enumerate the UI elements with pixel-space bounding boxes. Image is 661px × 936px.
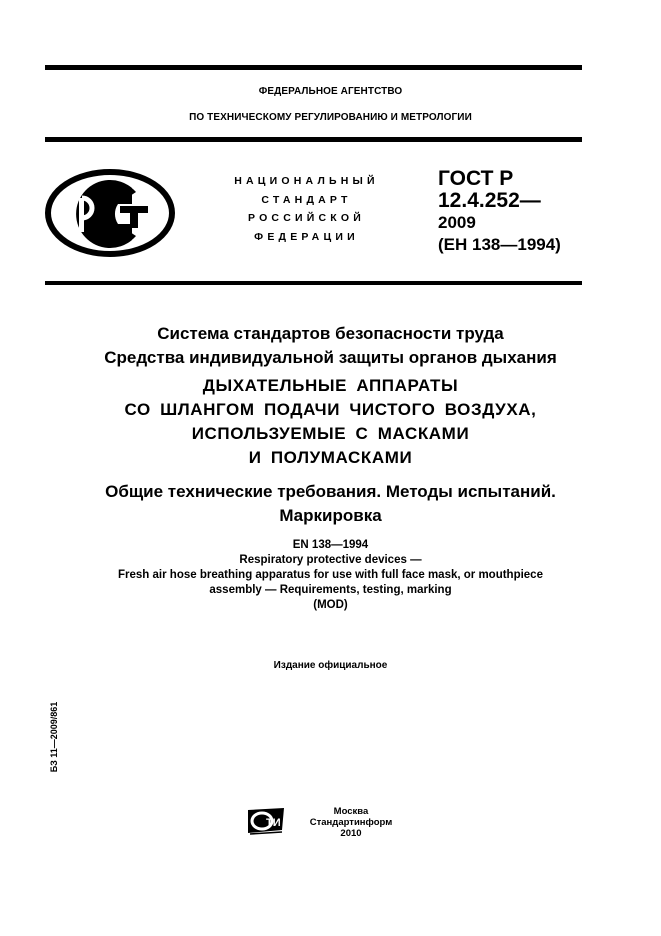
svg-text:ТИ: ТИ bbox=[266, 817, 281, 829]
top-rule bbox=[45, 65, 582, 70]
header-bottom-rule bbox=[45, 281, 582, 285]
publisher-name: Стандартинформ bbox=[309, 817, 393, 828]
title-main-line-1: ДЫХАТЕЛЬНЫЕ АППАРАТЫ bbox=[202, 376, 459, 395]
title-main-line-3: ИСПОЛЬЗУЕМЫЕ С МАСКАМИ bbox=[191, 424, 470, 443]
gost-r-emblem-icon bbox=[44, 168, 176, 258]
designation-line-1: ГОСТ Р bbox=[438, 167, 514, 190]
en-line-1: EN 138—1994 bbox=[292, 539, 369, 551]
side-code bbox=[47, 694, 61, 780]
agency-bottom-rule bbox=[45, 137, 582, 142]
national-standard-label bbox=[214, 172, 399, 246]
national-line-4: ФЕДЕРАЦИИ bbox=[254, 230, 359, 243]
publisher-city: Москва bbox=[333, 806, 369, 817]
agency-line-1: ФЕДЕРАЛЬНОЕ АГЕНТСТВО bbox=[258, 86, 403, 97]
designation-line-4: (ЕН 138—1994) bbox=[438, 235, 561, 254]
standard-designation bbox=[438, 168, 561, 256]
title-system: Система стандартов безопасности труда bbox=[157, 324, 504, 343]
standartinform-logo-icon bbox=[246, 806, 288, 838]
title-subsystem: Средства индивидуальной защиты органов дыхания bbox=[104, 348, 557, 367]
publisher-info bbox=[296, 806, 406, 839]
national-line-3: РОССИЙСКОЙ bbox=[248, 212, 365, 224]
designation-line-2: 12.4.252— bbox=[438, 189, 541, 212]
en-line-5: (MOD) bbox=[313, 599, 348, 611]
side-code-text: БЗ 11—2009/861 bbox=[49, 701, 59, 773]
title-subtitle-line-2: Маркировка bbox=[279, 506, 382, 525]
en-line-4: assembly — Requirements, testing, marking bbox=[209, 584, 452, 596]
national-line-2: СТАНДАРТ bbox=[261, 193, 352, 206]
official-edition: Издание официальное bbox=[273, 660, 388, 671]
en-line-3: Fresh air hose breathing apparatus for use with full face mask, or mouthpiece bbox=[118, 569, 543, 581]
agency-line-2: ПО ТЕХНИЧЕСКОМУ РЕГУЛИРОВАНИЮ И МЕТРОЛОГИИ bbox=[189, 112, 472, 123]
en-line-2: Respiratory protective devices — bbox=[239, 554, 422, 566]
title-main-line-4: И ПОЛУМАСКАМИ bbox=[248, 448, 413, 467]
designation-line-3: 2009 bbox=[438, 213, 476, 232]
title-subtitle-line-1: Общие технические требования. Методы испытаний. bbox=[105, 482, 556, 501]
publisher-year: 2010 bbox=[340, 828, 362, 839]
title-main-line-2: СО ШЛАНГОМ ПОДАЧИ ЧИСТОГО ВОЗДУХА, bbox=[124, 400, 537, 419]
national-line-1: НАЦИОНАЛЬНЫЙ bbox=[234, 175, 379, 187]
